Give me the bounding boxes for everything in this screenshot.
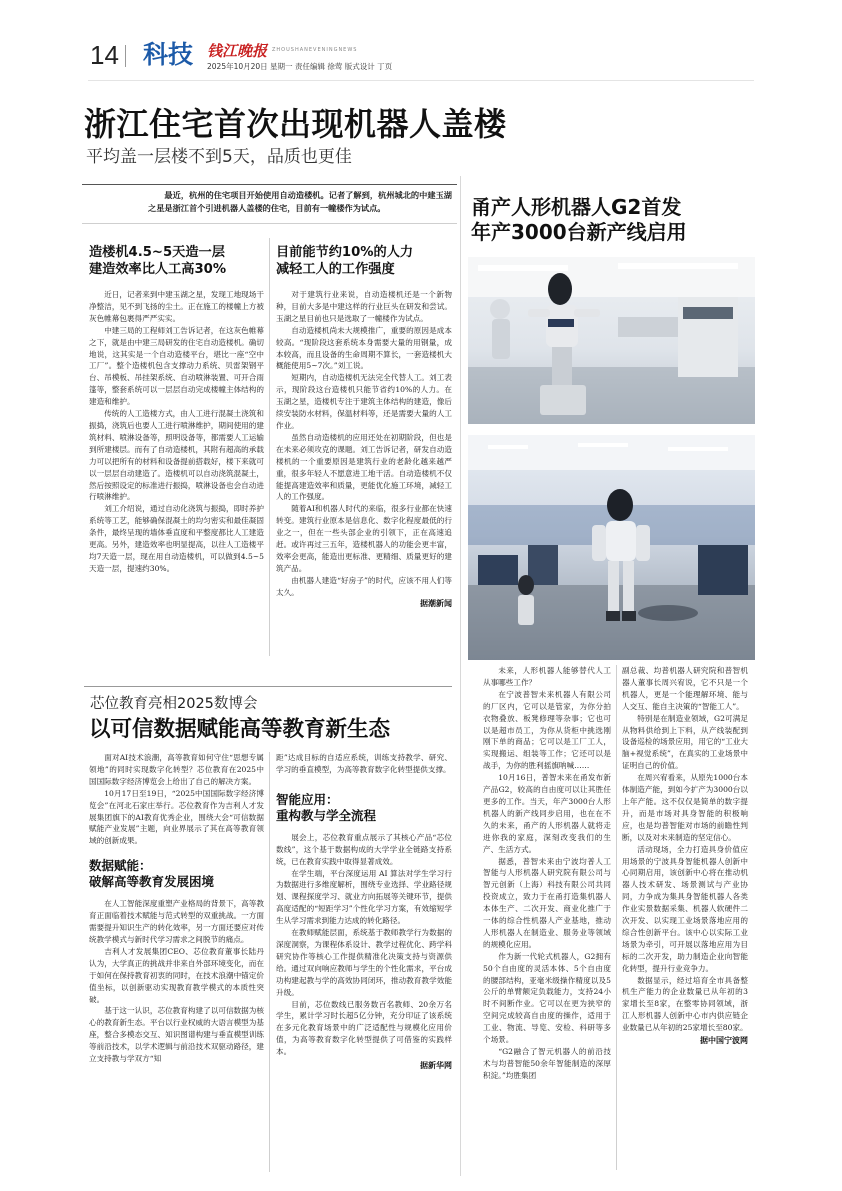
- paragraph: 中建三局的工程师刘工告诉记者，在这灰色帷幕之下，就是由中建三局研发的住宅自动造楼机。确切地说，这其实是一个自动造楼平台，堪比一座“空中工厂”。整个造楼机包含支撑动力系统、贝雷架钢平台、吊模板、吊挂架系统、自动喷淋装置、可开合雨篷等，整套系统可以一层层自动完成楼幢主体结构的建造和维护。: [89, 325, 264, 407]
- article3-headline-line2: 年产3000台新产线启用: [471, 220, 687, 244]
- paragraph: 面对AI技术浪潮，高等教育如何守住“思想专属领地”的同时实现数字化转型？芯位教育在2025中国国际数字经济博览会上给出了自己的解决方案。: [89, 753, 264, 786]
- paragraph: 作为新一代轮式机器人，G2拥有50个自由度的灵活本体、5个自由度的腰部结构，亚毫米级操作精度以及5公斤的单臂额定负载能力，支持24小时不间断作业。它可以在更为狭窄的空间完成较高自由度的操作，适用于工业、物流、导览、安检、科研等多个场景。: [483, 951, 611, 1045]
- article2-col1-body: [89, 898, 264, 1065]
- article2-col2-heading-line1: 智能应用：: [276, 791, 339, 807]
- paragraph: 在周兴宥看来，从原先1000台本体制造产能，到如今扩产为3000台以上年产能。这不仅仅是简单的数字提升，而是市场对具身智能的积极响应，也是均普智能对市场的前瞻性判断，以及对未来制造的坚定信心。: [622, 773, 748, 842]
- article1-col2-heading-line1: 目前能节约10%的人力: [276, 245, 414, 260]
- paragraph: 近日，记者来到中建玉湖之星，发现工地现场干净整洁，见不到飞扬的尘土。正在施工的楼幢上方被灰色帷幕包裹得严严实实。: [89, 290, 264, 323]
- paragraph: 虽然自动造楼机的应用还处在初期阶段，但也是在未来必须攻克的课题。刘工告诉记者，研发自动造楼机的一个重要原因是建筑行业的老龄化越来越严重，很多年轻人不愿意进工地干活。自动造楼机不仅能提高建造效率和质量，更能优化施工环境，减轻工人的工作强度。: [276, 432, 452, 502]
- article1-lead: 最近，杭州的住宅项目开始使用自动造楼机。记者了解到，杭州城北的中建玉湖之星是浙江首个引进机器人盖楼的住宅，目前有一幢楼作为试点。: [148, 190, 452, 213]
- paragraph: 目前，芯位数线已服务数百名教师、20余万名学生，累计学习时长超5亿分钟，充分印证了该系统在多元化教育场景中的广泛适配性与规模化应用价值，为高等教育数字化转型提供了可借鉴的实践样本。: [276, 999, 452, 1057]
- paragraph: 在宁波普智未来机器人有限公司的厂区内，它可以是管家，为你分拍衣物叠放、板凳修理等杂事；它也可以是超市员工，为你从货柜中挑选刚刚下单的商品；它可以是工厂工人，实现搬运、组装等工作；它还可以是战手，为你的胜利摇旗呐喊……: [483, 689, 611, 771]
- paragraph: 吉利人才发展集团CEO、芯位教育董事长陆丹认为，大学真正的挑战并非来自外部环境变化，而在于如何在保持教育初衷的同时，在技术浪潮中锚定价值坐标，以创新驱动实现教育教学模式的本质性突破。: [89, 946, 264, 1004]
- article2-col2: [276, 752, 452, 1071]
- article2-col1-heading-line1: 数据赋能：: [89, 858, 152, 874]
- paragraph: 距”达成目标的自适应系统，训练支持教学、研究、学习的垂直模型，为高等教育数字化转型提供支撑。: [276, 753, 452, 774]
- article3-col-divider: [616, 665, 617, 1170]
- article2-kicker: 芯位教育亮相2025数博会: [90, 696, 258, 712]
- masthead-rule: [88, 80, 754, 81]
- article1-col1-heading-line2: 建造效率比人工高30%: [89, 262, 227, 277]
- paragraph: 自动造楼机尚未大规模推广，重要的原因是成本较高。“现阶段这套系统本身需要大量的用钢量，成本较高，而且设备的生命周期不算长，一套造楼机大概能使用5~7次。”刘工说。: [276, 325, 452, 371]
- paragraph: 数据显示，经过培育全市具备整机生产能力的企业数量已从年初的3家增长至8家，在整零协同领域，浙江人形机器人创新中心市内供应链企业数量已从年初的25家增长至80家。: [622, 975, 748, 1033]
- paragraph: 传统的人工造楼方式，由人工进行混凝土浇筑和振捣，浇筑后也要人工进行喷淋维护，期间使用的建筑材料、喷淋设备等，照明设备等，都需要人工运输到所建楼层。而有了自动造楼机，其附有超高的承载力可以把所有的材料和设备提前搭载好，楼下来就可以一层层自动建造了。造楼机可以自动浇筑混凝土，然后按照设定的标准进行振捣，喷淋设备也会自动进行喷淋维护。: [89, 409, 264, 502]
- article1-headline: 浙江住宅首次出现机器人盖楼: [84, 105, 507, 143]
- robot-factory-photo-1: [468, 257, 755, 424]
- paragraph: 由机器人建造“好房子”的时代，应该不用人们等太久。: [276, 575, 452, 597]
- article3-headline: [471, 195, 756, 245]
- article1-col2-body: [276, 289, 452, 599]
- page-column-divider: [460, 176, 461, 1176]
- paragraph: 展会上，芯位教育重点展示了其核心产品“芯位数线”，这个基于数据构成的大学学业全链路支持系统，已在教育实践中取得显著成效。: [276, 832, 452, 866]
- paragraph: “G2融合了智元机器人的前沿技术与均普智能50余年智能制造的深厚积淀。”均胜集团: [483, 1047, 611, 1080]
- article3-col2-body: [622, 665, 748, 1034]
- robot-factory-photo-2: [468, 435, 755, 660]
- article2-col2-heading-line2: 重构教与学全流程: [276, 807, 377, 823]
- paragraph: 副总裁、均普机器人研究院和普智机器人董事长周兴宥说，它不只是一个机器人，更是一个能理解环境、能与人交互、能自主决策的“智能工人”。: [622, 666, 748, 711]
- robot-photo-2-drawing: [468, 435, 755, 660]
- robot-photo-1-drawing: [468, 257, 755, 424]
- section-name: 科技: [143, 40, 194, 69]
- article2-headline: 以可信数据赋能高等教育新生态: [89, 717, 391, 742]
- paper-name-english: ZHOUSHANEVENINGNEWS: [272, 47, 358, 53]
- article1-col2-heading-line2: 减轻工人的工作强度: [276, 262, 395, 277]
- article3-col1: [483, 665, 611, 1082]
- date-line: 2025年10月20日 星期一 责任编辑 徐莺 版式设计 丁页: [207, 62, 393, 71]
- paragraph: 10月17日至19日，“2025中国国际数字经济博览会”在河北石家庄举行。芯位教育作为吉利人才发展集团旗下的AI教育优秀企业，围绕大会“可信数据赋能产业发展”主题，向业界展示了其在高等教育领域的创新成果。: [89, 788, 264, 846]
- article1-subheadline: 平均盖一层楼不到5天，品质也更佳: [86, 147, 352, 167]
- paragraph: 基于这一认识，芯位教育构建了以可信数据为核心的教育新生态。平台以行业权威的大语言模型为基座，整合多模态交互、知识图谱构建与垂直模型训练等前沿技术，以学术逻辑与前沿技术双驱动路径，建立支持教与学双方“知: [89, 1006, 264, 1064]
- article1-credit: 据潮新闻: [420, 598, 452, 608]
- paragraph: 10月16日，普智未来在甬发布新产品G2，较高的自由度可以让其胜任更多的工作。当天，年产3000台人形机器人的新产线同步启用，也在在不久的未来，甬产的人形机器人就将走进你我的家庭，深刻改变我们的生产、生活方式。: [483, 773, 611, 854]
- article2-col1: [89, 752, 264, 1065]
- paragraph: 在人工智能深度重塑产业格局的背景下，高等教育正面临着技术赋能与范式转型的双重挑战。一方面需要提升知识生产的转化效率，另一方面还要应对传统教学模式与新时代学习需求之间脱节的痛点。: [89, 899, 264, 944]
- paragraph: 据悉，普智未来由宁波均普人工智能与人形机器人研究院有限公司与智元创新（上海）科技有限公司共同投资成立，致力于在甬打造集机器人本体生产、二次开发、商业化推广于一体的综合性机器人产业基地，推动人形机器人在制造业、服务业等领域的规模化应用。: [483, 856, 611, 949]
- article1-col1-heading-line1: 造楼机4.5~5天造一层: [89, 245, 225, 260]
- article2-col-divider: [269, 752, 270, 1172]
- masthead: [0, 0, 842, 80]
- paragraph: 随着AI和机器人时代的来临，很多行业都在快速转变。建筑行业原本是信息化、数字化程度最低的行业之一，但在一些头部企业的引领下，正在高速追赶。或许再过三五年，造楼机器人的功能会更丰富，效率会更高，能造出更标准、更精细、质量更好的建筑产品。: [276, 504, 452, 573]
- article1-col-divider: [269, 238, 270, 656]
- paragraph: 短期内，自动造楼机无法完全代替人工。刘工表示，现阶段这台造楼机只能节省约10%的人力。在玉湖之星，造楼机专注于建筑主体结构的建造，像后续安装防水材料，保温材料等，还是需要大量的人工作业。: [276, 373, 452, 430]
- paragraph: 活动现场，全力打造具身价值应用场景的宁波具身智能机器人创新中心同期启用，该创新中心将在推动机器人技术研发、场景测试与产业协同，力争成为集具身智能机器人各类作业实景数据采集、机器人软硬件二次开发、以实现工业场景落地应用的综合性创新平台。该中心以实际工业场景为牵引，可开展以落地应用为目标的二次开发，助力制造企业向智能化转型，提升行业竞争力。: [622, 844, 748, 973]
- article1-col1-body: [89, 289, 264, 575]
- article2-top-rule: [84, 686, 452, 687]
- article2-credit: 据新华网: [420, 1061, 452, 1071]
- paper-name-logo: 钱江晚报: [207, 42, 268, 60]
- paragraph: 在学生端，平台深度运用 AI 算法对学生学习行为数据进行多维度解析，围绕专业选择、学业路径规划、课程探度学习、就业方向拓展等关键环节，提供高度适配的“短距学习”个性化学习方案，有效缩短学生从学习需求到能力达成的转化路径。: [276, 868, 452, 926]
- article3-headline-line1: 甬产人形机器人G2首发: [471, 195, 682, 219]
- page-number: 14: [90, 40, 119, 70]
- article1-col2: [276, 244, 452, 609]
- article1-lead-rule-bottom: [82, 223, 457, 224]
- article2-col2-body: [276, 832, 452, 1058]
- paragraph: 在教师赋能层面，系统基于教师教学行为数据的深度洞察，为课程体系设计、教学过程优化、跨学科研究协作等核心工作提供精准化决策支持与资源供给。通过双向响应教师与学生的个性化需求，平台成功构建起教与学的高效协同闭环，推动教育教学效能升级。: [276, 928, 452, 997]
- paragraph: 特别是在制造业领域，G2可满足从物料供给到上下料，从产线装配到设备巡检的场景应用，用它的“工业大脑+视觉系统”，在真实的工业场景中证明自己的价值。: [622, 713, 748, 771]
- paragraph: 未来，人形机器人能够替代人工从事哪些工作？: [483, 666, 611, 687]
- article2-col1-heading-line2: 破解高等教育发展困境: [89, 874, 215, 890]
- paragraph: 对于建筑行业来说，自动造楼机还是一个新物种，目前大多是中建这样的行业巨头在研发和尝试。玉湖之星目前也只是选取了一幢楼作为试点。: [276, 290, 452, 323]
- article3-col2: [622, 665, 748, 1046]
- article1-col1: [89, 244, 264, 575]
- paragraph: 刘工介绍说，通过自动化浇筑与振捣，即时养护系统等工艺，能够确保混凝土的均匀密实和最佳凝固条件，最终呈现的墙体垂直度和平整度都比人工建造更高。另外，建造效率也明显提高，以往人工造楼平均7天造一层，现在用自动造楼机，可以做到4.5~5天造一层，提速约30%。: [89, 504, 264, 573]
- article3-col1-body: [483, 665, 611, 1082]
- masthead-divider: [125, 45, 126, 67]
- article2-col1-intro: [89, 752, 264, 847]
- article2-col2-intro: [276, 752, 452, 776]
- article3-credit: 据中国宁波网: [700, 1036, 748, 1046]
- article1-lead-rule-top: [82, 184, 457, 185]
